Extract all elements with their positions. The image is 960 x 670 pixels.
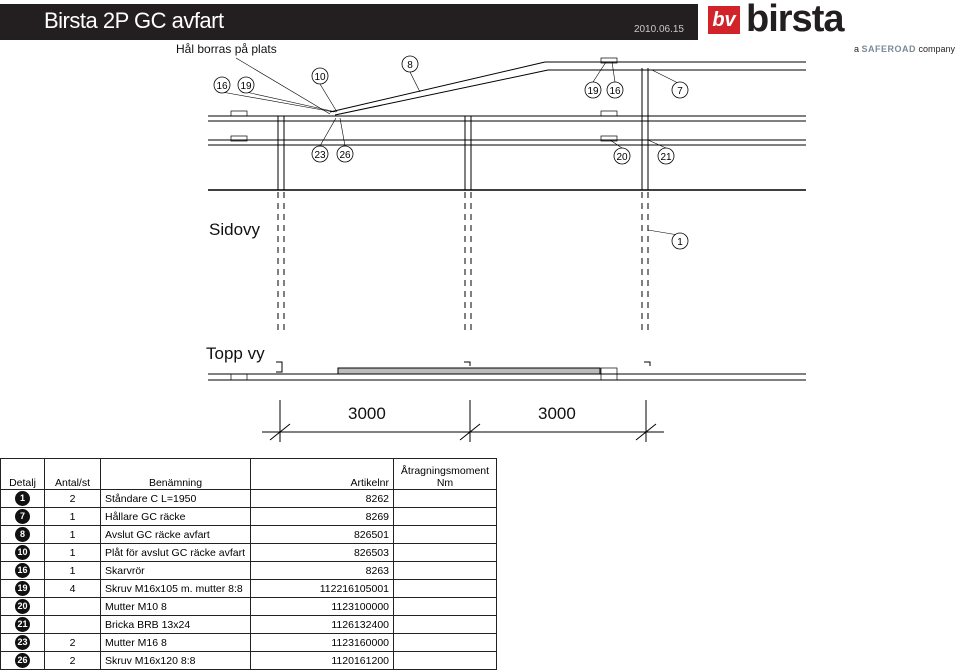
detail-badge: 16 [15,563,30,578]
tagline-prefix: a [854,44,862,54]
callout-8 [402,56,418,72]
document-title: Birsta 2P GC avfart [44,8,224,33]
cell-antal: 1 [45,562,101,580]
cell-artikelnr: 826503 [251,544,394,562]
dimension-lines [262,400,664,442]
cell-benamning: Avslut GC räcke avfart [101,526,251,544]
cell-artikelnr: 1126132400 [251,616,394,634]
cell-antal [45,598,101,616]
detail-badge: 23 [15,635,30,650]
detail-badge: 1 [15,491,30,506]
detail-badge: 10 [15,545,30,560]
svg-text:8: 8 [407,60,413,71]
callout-7 [672,82,688,98]
birsta-logo: birsta [746,0,844,40]
cell-antal: 1 [45,544,101,562]
cell-antal: 4 [45,580,101,598]
detail-badge: 8 [15,527,30,542]
cell-moment [394,616,497,634]
table-row [1,490,497,508]
svg-text:19: 19 [587,86,599,97]
cell-detalj [1,526,45,544]
cell-detalj [1,616,45,634]
table-row [1,544,497,562]
callout-19 [238,77,254,93]
dimension-1: 3000 [348,404,386,423]
cell-moment [394,580,497,598]
svg-text:23: 23 [314,150,326,161]
detail-badge: 21 [15,617,30,632]
middle-rail [208,116,806,145]
callout-16 [214,77,230,93]
document-date: 2010.06.15 [633,24,684,35]
header-detalj: Detalj [1,459,45,490]
buried-posts [278,192,648,332]
svg-text:26: 26 [339,150,351,161]
cell-detalj [1,598,45,616]
cell-benamning: Ståndare C L=1950 [101,490,251,508]
cell-artikelnr: 1120161200 [251,652,394,670]
header-benamning: Benämning [101,459,251,490]
cell-artikelnr: 8263 [251,562,394,580]
tagline-brand: SAFEROAD [861,44,917,54]
svg-text:21: 21 [660,152,672,163]
top-rail [330,62,806,115]
callout-16b [607,82,623,98]
callout-21 [658,148,674,164]
cell-detalj [1,544,45,562]
callouts [214,56,688,249]
side-view-label: Sidovy [209,220,261,239]
table-row [1,580,497,598]
svg-text:16: 16 [216,81,228,92]
cell-moment [394,598,497,616]
table-row [1,526,497,544]
cell-detalj [1,652,45,670]
cell-detalj [1,580,45,598]
parts-table [0,458,497,670]
moment-label: Åtragningsmoment [400,465,490,477]
cell-moment [394,490,497,508]
svg-text:1: 1 [677,237,683,248]
cell-artikelnr: 1123160000 [251,634,394,652]
cell-antal: 1 [45,508,101,526]
table-row [1,562,497,580]
svg-text:16: 16 [609,86,621,97]
cell-antal [45,616,101,634]
cell-moment [394,544,497,562]
cell-benamning: Skarvrör [101,562,251,580]
header-moment [394,459,497,490]
top-view-label: Topp vy [206,344,265,363]
cell-antal: 2 [45,490,101,508]
drilling-note: Hål borras på plats [176,42,277,56]
cell-antal: 1 [45,526,101,544]
detail-badge: 26 [15,653,30,668]
cell-antal: 2 [45,634,101,652]
callout-23 [312,146,328,162]
cell-detalj [1,634,45,652]
cell-benamning: Mutter M10 8 [101,598,251,616]
callout-19b [585,82,601,98]
cell-moment [394,634,497,652]
detail-badge: 7 [15,509,30,524]
tagline-suffix: company [916,44,956,54]
cell-moment [394,652,497,670]
cell-benamning: Plåt för avslut GC räcke avfart [101,544,251,562]
cell-antal: 2 [45,652,101,670]
cell-artikelnr: 1123100000 [251,598,394,616]
cell-benamning: Hållare GC räcke [101,508,251,526]
callout-20 [614,148,630,164]
table-row [1,598,497,616]
cell-moment [394,562,497,580]
cell-detalj [1,562,45,580]
detail-badge: 20 [15,599,30,614]
callout-26 [337,146,353,162]
dimension-2: 3000 [538,404,576,423]
cell-moment [394,508,497,526]
cell-artikelnr: 8269 [251,508,394,526]
moment-unit: Nm [436,477,454,489]
table-row [1,634,497,652]
cell-benamning: Skruv M16x120 8:8 [101,652,251,670]
cell-benamning: Skruv M16x105 m. mutter 8:8 [101,580,251,598]
svg-text:10: 10 [314,72,326,83]
cell-artikelnr: 112216105001 [251,580,394,598]
cell-detalj [1,508,45,526]
cell-artikelnr: 8262 [251,490,394,508]
cell-benamning: Bricka BRB 13x24 [101,616,251,634]
header-artikelnr: Artikelnr [251,459,394,490]
header-antal: Antal/st [45,459,101,490]
cell-artikelnr: 826501 [251,526,394,544]
svg-text:19: 19 [240,81,252,92]
detail-badge: 19 [15,581,30,596]
table-row [1,508,497,526]
cell-detalj [1,490,45,508]
table-row [1,652,497,670]
cell-benamning: Mutter M16 8 [101,634,251,652]
callout-1 [672,233,688,249]
svg-text:7: 7 [677,86,683,97]
svg-text:20: 20 [616,152,628,163]
table-header-row [1,459,497,490]
cell-moment [394,526,497,544]
callout-10 [312,68,328,84]
bv-logo-mark: bv [708,6,740,34]
table-row [1,616,497,634]
top-view [208,362,806,380]
